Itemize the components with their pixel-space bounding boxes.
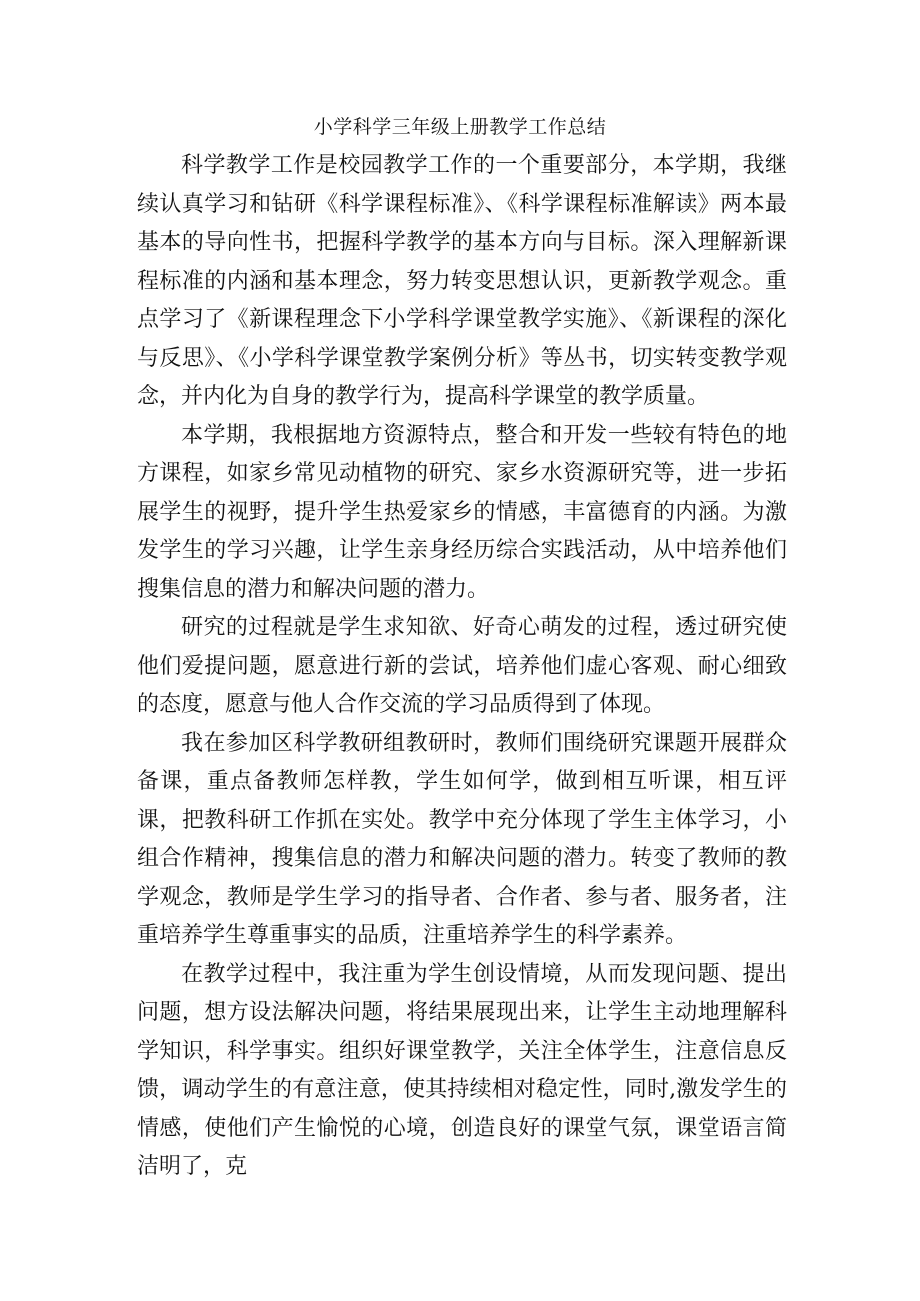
paragraph-1: 科学教学工作是校园教学工作的一个重要部分，本学期，我继续认真学习和钻研《科学课程标准》、《科学课程标准解读》两本最基本的导向性书，把握科学教学的基本方向与目标。深入理解新课程标准的内涵和基本理念，努力转变思想认识，更新教学观念。重点学习了《新课程理念下小学科学课堂教学实施》、《新课程的深化与反思》、《小学科学课堂教学案例分析》等丛书，切实转变教学观念，并内化为自身的教学行为，提高科学课堂的教学质量。 — [137, 153, 787, 409]
paragraph-5: 在教学过程中，我注重为学生创设情境，从而发现问题、提出问题，想方设法解决问题，将结果展现出来，让学生主动地理解科学知识，科学事实。组织好课堂教学，关注全体学生，注意信息反馈，调动学生的有意注意，使其持续相对稳定性，同时,激发学生的情感，使他们产生愉悦的心境，创造良好的课堂气氛，课堂语言简洁明了，克 — [137, 961, 787, 1179]
document-body — [137, 147, 787, 1187]
document-title: 小学科学三年级上册教学工作总结 — [313, 116, 607, 138]
paragraph-2: 本学期，我根据地方资源特点，整合和开发一些较有特色的地方课程，如家乡常见动植物的研究、家乡水资源研究等，进一步拓展学生的视野，提升学生热爱家乡的情感，丰富德育的内涵。为激发学生的学习兴趣，让学生亲身经历综合实践活动，从中培养他们搜集信息的潜力和解决问题的潜力。 — [137, 422, 787, 602]
paragraph-4: 我在参加区科学教研组教研时，教师们围绕研究课题开展群众备课，重点备教师怎样教，学生如何学，做到相互听课，相互评课，把教科研工作抓在实处。教学中充分体现了学生主体学习，小组合作精神，搜集信息的潜力和解决问题的潜力。转变了教师的教学观念，教师是学生学习的指导者、合作者、参与者、服务者，注重培养学生尊重事实的品质，注重培养学生的科学素养。 — [137, 730, 787, 948]
paragraph-3: 研究的过程就是学生求知欲、好奇心萌发的过程，透过研究使他们爱提问题，愿意进行新的尝试，培养他们虚心客观、耐心细致的态度，愿意与他人合作交流的学习品质得到了体现。 — [137, 615, 787, 717]
